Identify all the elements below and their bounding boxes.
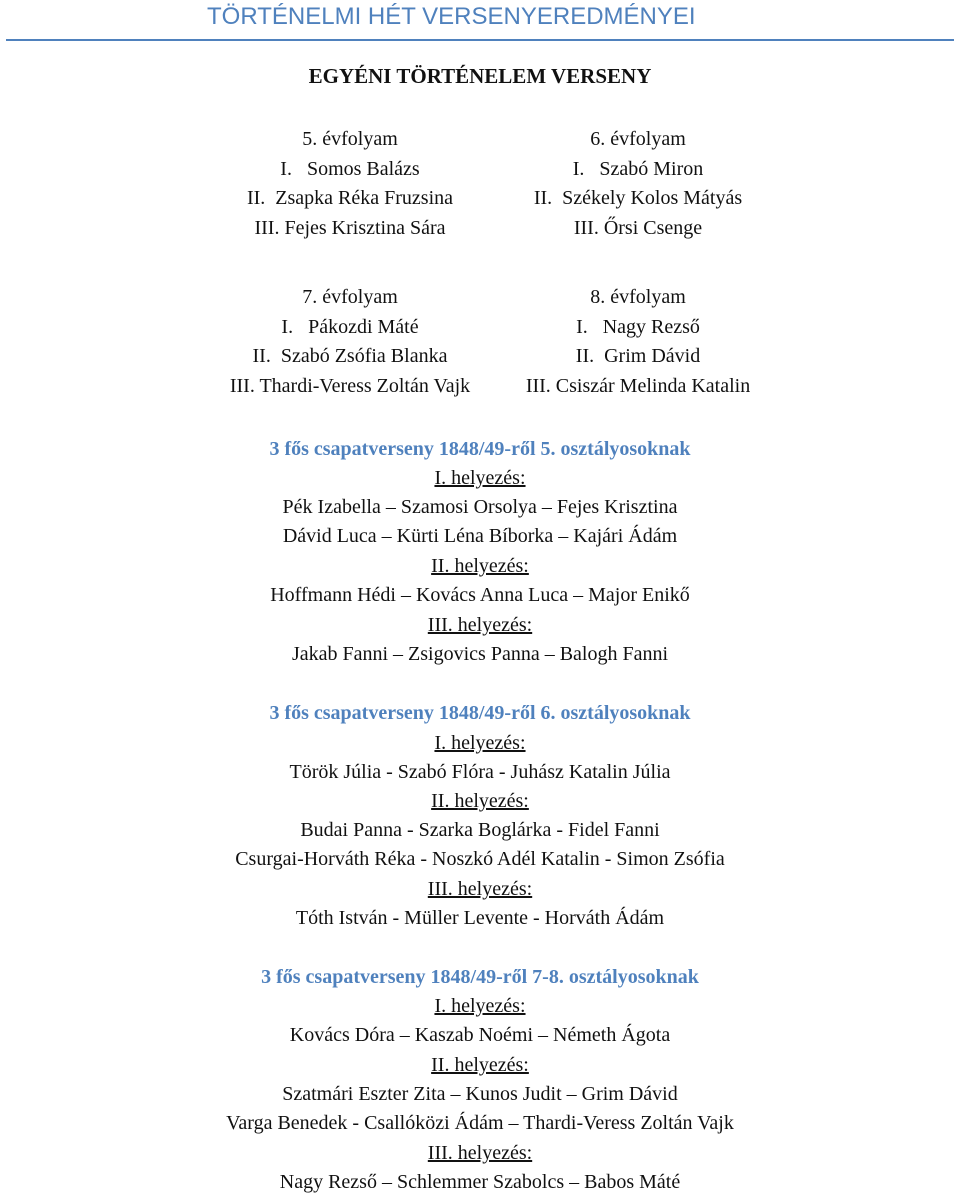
grade-label: 5. évfolyam (302, 128, 398, 150)
team6-heading: 3 fős csapatverseny 1848/49-ről 6. osztályosoknak (269, 702, 691, 724)
individual-competition-heading: EGYÉNI TÖRTÉNELEM VERSENY (308, 64, 652, 88)
placement-entry: III. Őrsi Csenge (573, 216, 703, 239)
grade-label: 8. évfolyam (590, 286, 686, 308)
placement-entry: III. Csiszár Melinda Katalin (525, 374, 751, 397)
placement-entry: II. Szabó Zsófia Blanka (252, 345, 448, 367)
page-title: TÖRTÉNELMI HÉT VERSENYEREDMÉNYEI (6, 0, 954, 41)
team78-first-label: I. helyezés: (434, 995, 526, 1017)
team-entry: Budai Panna - Szarka Boglárka - Fidel Fanni (300, 819, 660, 841)
team5-third-label: III. helyezés: (427, 614, 533, 636)
team-entry: Pék Izabella – Szamosi Orsolya – Fejes Krisztina (282, 496, 678, 518)
team5-second-label: II. helyezés: (431, 555, 529, 577)
placement-entry: II. Zsapka Réka Fruzsina (246, 187, 454, 209)
placement-entry: I. Szabó Miron (572, 157, 704, 180)
grade5-block (195, 125, 505, 243)
team-entry: Kovács Dóra – Kaszab Noémi – Németh Ágota (289, 1024, 671, 1046)
grade-label: 7. évfolyam (302, 286, 398, 308)
grade-label: 6. évfolyam (590, 128, 686, 150)
placement-entry: III. Thardi-Veress Zoltán Vajk (229, 374, 471, 397)
team-entry: Nagy Rezső – Schlemmer Szabolcs – Babos Máté (279, 1171, 681, 1193)
team5-first-label: I. helyezés: (434, 467, 526, 489)
team-entry: Szatmári Eszter Zita – Kunos Judit – Grim Dávid (282, 1083, 678, 1105)
grade6-block (488, 125, 788, 243)
team78-second-label: II. helyezés: (431, 1054, 529, 1076)
team78-heading: 3 fős csapatverseny 1848/49-ről 7-8. osztályosoknak (261, 966, 699, 988)
placement-entry: I. Pákozdi Máté (281, 315, 419, 338)
team-entry: Tóth István - Müller Levente - Horváth Ádám (295, 907, 665, 929)
placement-entry: III. Fejes Krisztina Sára (254, 216, 446, 239)
grade7-block (190, 283, 510, 401)
team-entry: Csurgai-Horváth Réka - Noszkó Adél Katalin - Simon Zsófia (235, 848, 725, 870)
team5-heading: 3 fős csapatverseny 1848/49-ről 5. osztályosoknak (269, 438, 691, 460)
grade8-block (488, 283, 788, 401)
team-entry: Varga Benedek - Csallóközi Ádám – Thardi-Veress Zoltán Vajk (226, 1112, 734, 1134)
team-entry: Dávid Luca – Kürti Léna Bíborka – Kajári Ádám (282, 525, 678, 547)
placement-entry: I. Somos Balázs (280, 157, 420, 180)
team-entry: Török Júlia - Szabó Flóra - Juhász Katalin Júlia (289, 761, 671, 783)
team6-third-label: III. helyezés: (427, 878, 533, 900)
placement-entry: II. Székely Kolos Mátyás (533, 187, 743, 209)
placement-entry: I. Nagy Rezső (576, 315, 700, 338)
team6-second-label: II. helyezés: (431, 790, 529, 812)
team6-first-label: I. helyezés: (434, 732, 526, 754)
team-entry: Hoffmann Hédi – Kovács Anna Luca – Major Enikő (270, 584, 690, 606)
team78-third-label: III. helyezés: (427, 1142, 533, 1164)
team-entry: Jakab Fanni – Zsigovics Panna – Balogh Fanni (291, 643, 669, 665)
placement-entry: II. Grim Dávid (575, 345, 701, 367)
